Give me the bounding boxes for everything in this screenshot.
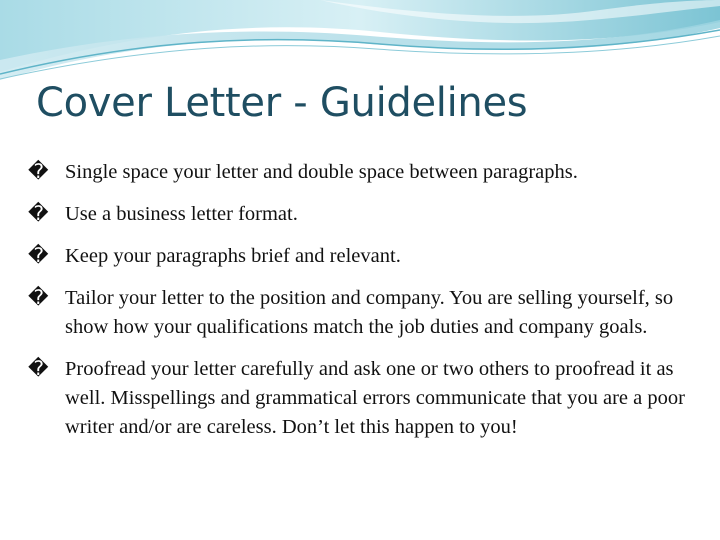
bullet-item — [28, 200, 688, 229]
bullet-text: Proofread your letter carefully and ask one or two others to proofread it as well. Misspellings and grammatical errors communicate that you are a poor writer and/or are careless. Don’t let this happen to you! — [65, 358, 685, 438]
bullet-item — [28, 284, 688, 342]
bullet-marker-icon: � — [28, 161, 49, 183]
bullet-text: Use a business letter format. — [65, 203, 298, 225]
bullet-marker-icon: � — [28, 245, 49, 267]
header-wave-decoration — [0, 0, 720, 90]
bullet-item — [28, 242, 688, 271]
bullet-text: Keep your paragraphs brief and relevant. — [65, 245, 401, 267]
bullet-item — [28, 355, 688, 442]
slide-title: Cover Letter - Guidelines — [36, 80, 528, 126]
bullet-marker-icon: � — [28, 203, 49, 225]
bullet-item — [28, 158, 688, 187]
bullet-text: Single space your letter and double space between paragraphs. — [65, 161, 578, 183]
bullet-marker-icon: � — [28, 358, 49, 380]
bullet-list — [28, 158, 688, 455]
bullet-text: Tailor your letter to the position and company. You are selling yourself, so show how your qualifications match the job duties and company goals. — [65, 287, 674, 338]
bullet-marker-icon: � — [28, 287, 49, 309]
